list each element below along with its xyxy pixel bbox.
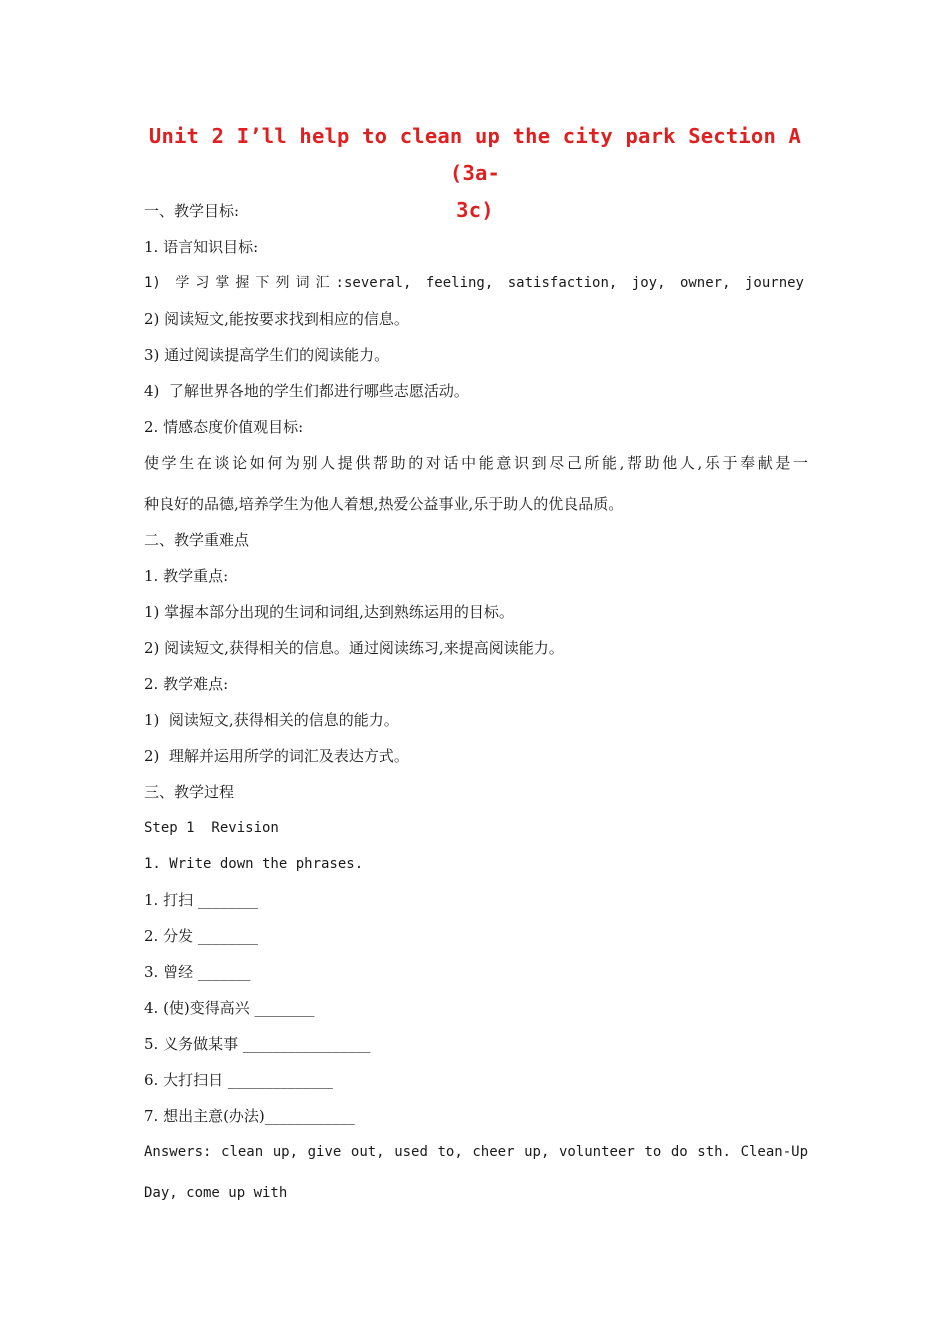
exercise-item: 5. 义务做某事 _________________	[144, 1035, 371, 1053]
list-item: 1) 学习掌握下列词汇:several, feeling, satisfaction, joy, owner, journey	[144, 275, 804, 291]
step-heading: Step 1 Revision	[144, 820, 279, 836]
list-item: 1) 阅读短文,获得相关的信息的能力。	[144, 711, 399, 729]
title-line-1: Unit 2 I’ll help to clean up the city park Section A (3a-	[148, 124, 802, 185]
answers-line: Answers: clean up, give out, used to, cheer up, volunteer to do sth. Clean-Up	[144, 1144, 808, 1160]
task-instruction: 1. Write down the phrases.	[144, 856, 364, 872]
answers-line: Day, come up with	[144, 1185, 288, 1201]
exercise-item: 3. 曾经 _______	[144, 963, 251, 981]
list-item: 3) 通过阅读提高学生们的阅读能力。	[144, 346, 390, 364]
list-item: 2) 阅读短文,获得相关的信息。通过阅读练习,来提高阅读能力。	[144, 639, 564, 657]
section-heading-key-points: 二、教学重难点	[144, 531, 250, 549]
list-item: 2) 理解并运用所学的词汇及表达方式。	[144, 747, 409, 765]
paragraph-line: 使学生在谈论如何为别人提供帮助的对话中能意识到尽己所能,帮助他人,乐于奉献是一	[144, 454, 808, 472]
section-heading-process: 三、教学过程	[144, 783, 235, 801]
exercise-item: 4. (使)变得高兴 ________	[144, 999, 315, 1017]
subheading-values-goals: 2. 情感态度价值观目标:	[144, 418, 304, 436]
exercise-item: 2. 分发 ________	[144, 927, 258, 945]
list-item: 2) 阅读短文,能按要求找到相应的信息。	[144, 310, 409, 328]
section-heading-objectives: 一、教学目标:	[144, 202, 240, 220]
exercise-item: 6. 大打扫日 ______________	[144, 1071, 333, 1089]
list-item: 1) 掌握本部分出现的生词和词组,达到熟练运用的目标。	[144, 603, 514, 621]
title-line-2: 3c)	[456, 198, 494, 222]
exercise-item: 7. 想出主意(办法)____________	[144, 1107, 355, 1125]
subheading-difficult-points: 2. 教学难点:	[144, 675, 229, 693]
list-item: 4) 了解世界各地的学生们都进行哪些志愿活动。	[144, 382, 469, 400]
document-title	[140, 118, 810, 229]
exercise-item: 1. 打扫 ________	[144, 891, 258, 909]
paragraph-line: 种良好的品德,培养学生为他人着想,热爱公益事业,乐于助人的优良品质。	[144, 495, 624, 513]
subheading-key-points: 1. 教学重点:	[144, 567, 229, 585]
subheading-language-goals: 1. 语言知识目标:	[144, 238, 259, 256]
